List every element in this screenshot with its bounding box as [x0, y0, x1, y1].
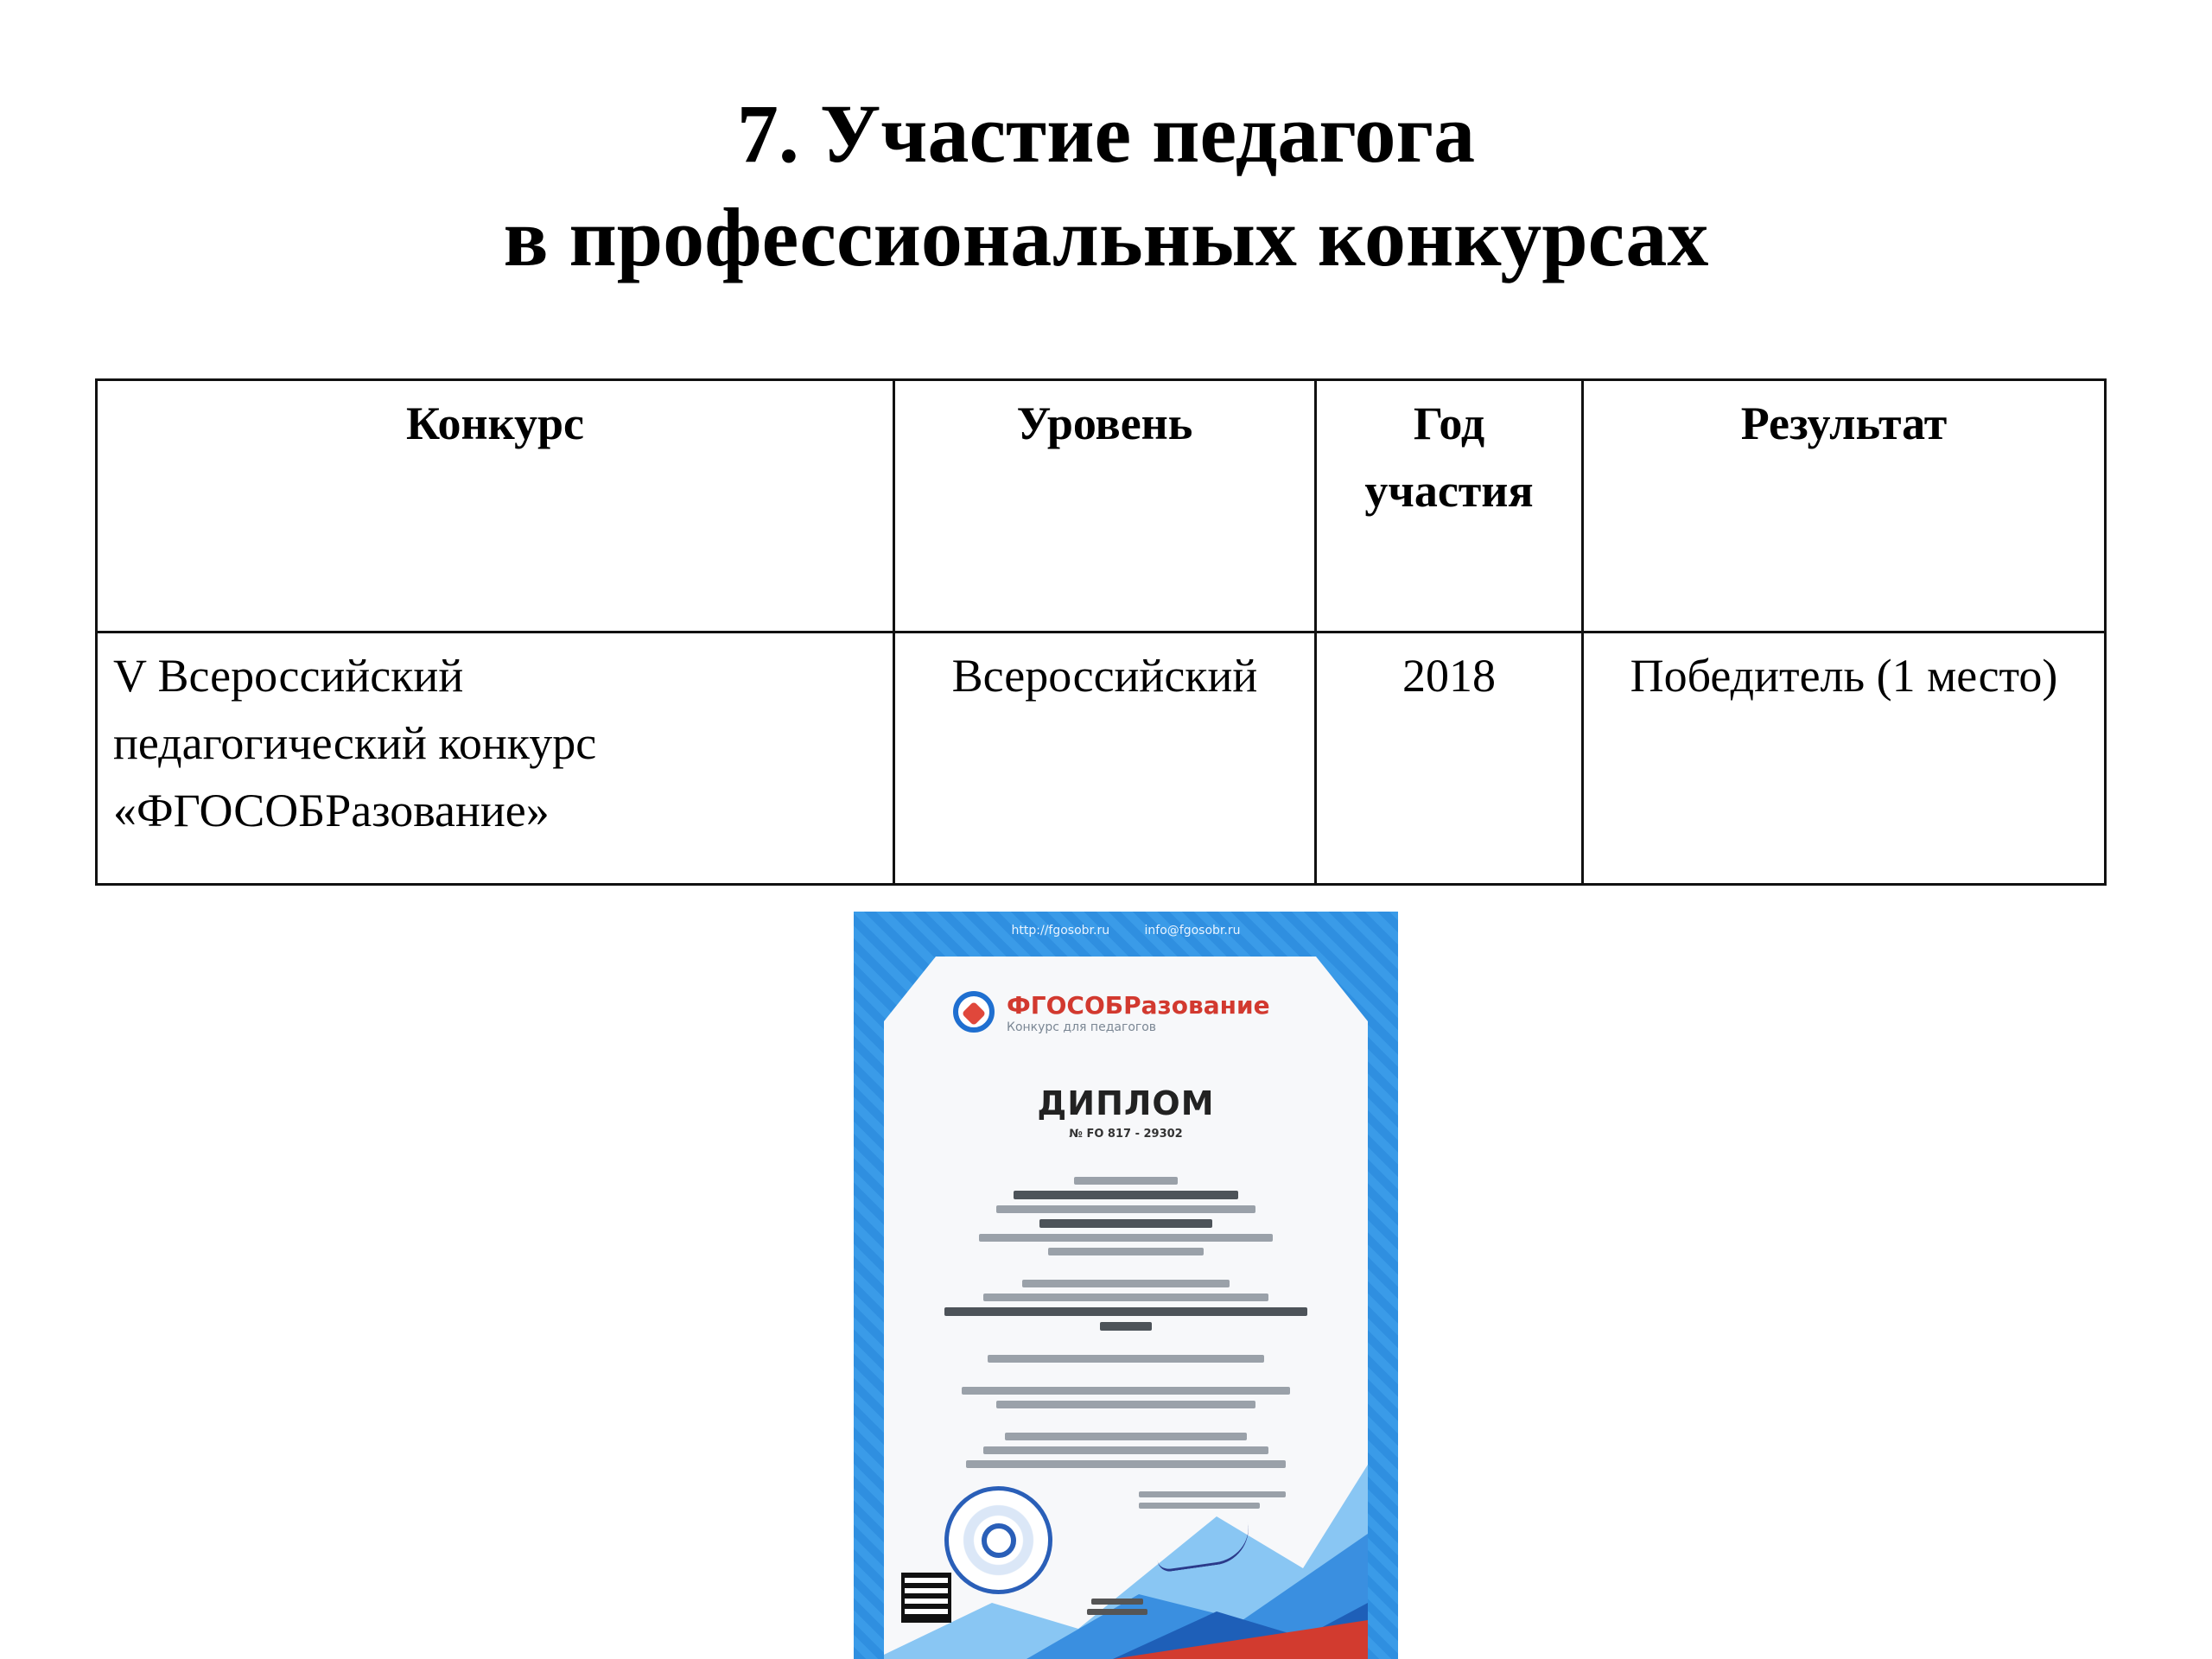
diploma-logo — [953, 991, 1270, 1034]
header-contest: Конкурс — [97, 380, 894, 632]
fgosobr-logo-icon — [953, 991, 995, 1033]
diploma-heading: ДИПЛОМ — [1037, 1084, 1215, 1122]
cell-contest-line-3: «ФГОСОБРазование» — [113, 785, 550, 836]
page-title — [0, 82, 2212, 289]
header-year-line-1: Год — [1413, 397, 1485, 449]
diploma-image — [854, 912, 1398, 1659]
cell-level: Всероссийский — [894, 632, 1316, 885]
page-title-line-2: в профессиональных конкурсах — [503, 191, 1709, 283]
cell-contest — [97, 632, 894, 885]
cell-contest-line-2: педагогический конкурс — [113, 717, 597, 769]
diploma-body-text — [931, 1171, 1320, 1474]
table-row — [97, 632, 2106, 885]
page-title-line-1: 7. Участие педагога — [736, 87, 1476, 180]
cell-contest-line-1: V Всероссийский — [113, 650, 464, 702]
diploma-signatory — [1139, 1486, 1294, 1514]
header-level: Уровень — [894, 380, 1316, 632]
qr-code-icon — [901, 1573, 951, 1623]
header-result: Результат — [1583, 380, 2106, 632]
logo-name: ФГОСОБРазование — [1007, 991, 1270, 1020]
diploma-site: http://fgosobr.ru — [1011, 924, 1110, 938]
diploma-stamp-seal — [944, 1486, 1052, 1594]
contests-table — [95, 378, 2107, 886]
diploma-number: № FO 817 - 29302 — [1069, 1128, 1183, 1141]
cell-result: Победитель (1 место) — [1583, 632, 2106, 885]
diploma-place-date — [1074, 1594, 1160, 1619]
diploma-email: info@fgosobr.ru — [1144, 924, 1241, 938]
cell-year: 2018 — [1316, 632, 1583, 885]
header-year — [1316, 380, 1583, 632]
logo-tagline: Конкурс для педагогов — [1007, 1020, 1157, 1034]
table-header-row — [97, 380, 2106, 632]
header-year-line-2: участия — [1364, 465, 1534, 517]
